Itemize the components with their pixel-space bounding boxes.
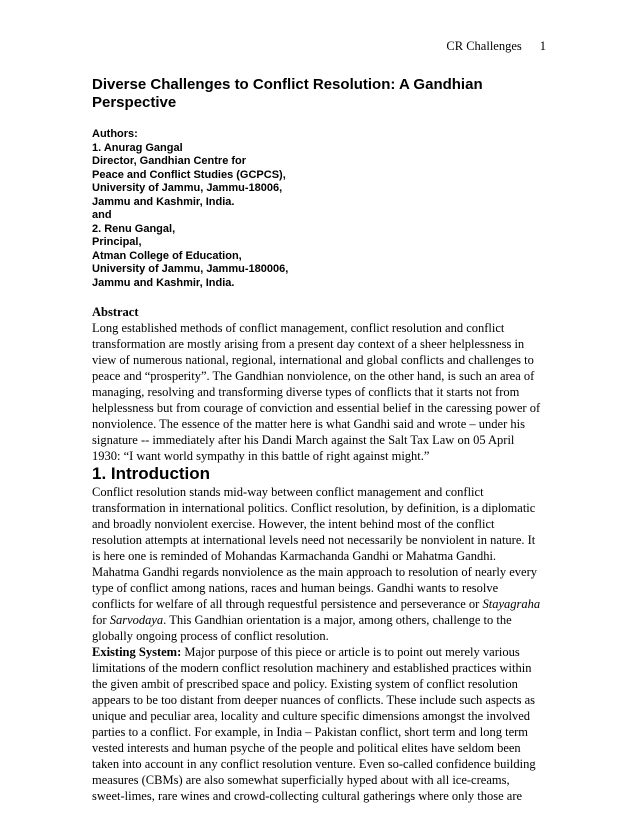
author-line: 1. Anurag Gangal — [92, 141, 183, 154]
intro-text: conflicts for welfare of all through requestful persistence and perseverance or — [92, 597, 483, 611]
intro-line: type of conflict among nations, races and human beings. Gandhi wants to resolve — [92, 581, 499, 595]
intro-line: globally ongoing process of conflict resolution. — [92, 629, 329, 643]
paper-title — [92, 76, 548, 112]
intro-text: for — [92, 613, 110, 627]
abstract-line: peace and “prosperity”. The Gandhian nonviolence, on the other hand, is such an area of — [92, 369, 535, 383]
abstract-line: view of numerous national, regional, international and global conflicts and challenges to — [92, 353, 534, 367]
author-line: Authors: — [92, 128, 138, 140]
existing-line: parties to a conflict. For example, in India – Pakistan conflict, short term and long term — [92, 725, 528, 739]
existing-system-line — [92, 644, 548, 660]
section-heading-introduction: 1. Introduction — [92, 464, 211, 483]
author-line: University of Jammu, Jammu-18006, — [92, 182, 283, 194]
existing-line: measures (CBMs) are also somewhat superficially hyped about with all ice-creams, — [92, 773, 510, 787]
abstract-paragraph — [92, 320, 548, 464]
existing-line: vested interests and human psyche of the people and political elites have seldom been — [92, 741, 521, 755]
intro-line: and broadly nonviolent exercise. However, the intent behind most of the conflict — [92, 517, 495, 531]
running-head — [446, 38, 546, 54]
abstract-heading: Abstract — [92, 305, 139, 319]
author-line: Peace and Conflict Studies (GCPCS), — [92, 168, 286, 181]
author-line: 2. Renu Gangal, — [92, 222, 176, 235]
abstract-line: helplessness but from courage of conviction and essential belief in the caressing power of — [92, 401, 541, 415]
intro-line: transformation in international politics. Conflict resolution, by definition, is a diplomatic — [92, 501, 536, 515]
intro-line: resolution attempts at international levels need not necessarily be nonviolent in nature. It — [92, 533, 536, 547]
intro-line — [92, 612, 548, 628]
running-head-title: CR Challenges — [446, 39, 522, 53]
existing-line: unique and peculiar area, locality and culture specific dimensions amongst the involved — [92, 709, 531, 723]
author-line: Director, Gandhian Centre for — [92, 155, 247, 167]
abstract-line: signature -- immediately after his Dandi March against the Salt Tax Law on 05 April — [92, 433, 515, 447]
author-block — [92, 128, 548, 290]
existing-line: the given ambit of prescribed space and policy. Existing system of conflict resolution — [92, 677, 518, 691]
introduction-paragraph — [92, 484, 548, 804]
author-line: Principal, — [92, 236, 142, 248]
abstract-line: managing, resolving and transforming diverse types of conflicts that it starts not from — [92, 385, 520, 399]
intro-line: is here one is reminded of Mohandas Karmachanda Gandhi or Mahatma Gandhi. — [92, 549, 497, 563]
author-line: University of Jammu, Jammu-180006, — [92, 263, 289, 275]
abstract-line: 1930: “I want world sympathy in this battle of right against might.” — [92, 449, 430, 463]
existing-system-text: Major purpose of this piece or article is to point out merely various — [181, 645, 520, 659]
existing-line: appears to be too distant from deeper nuances of conflicts. These include such aspects as — [92, 693, 536, 707]
title-line: Diverse Challenges to Conflict Resolution: A Gandhian — [92, 76, 483, 93]
author-line: and — [92, 209, 112, 221]
abstract-line: transformation are mostly arising from a present day context of a sheer helplessness in — [92, 337, 525, 351]
intro-term-sarvodaya: Sarvodaya — [109, 613, 164, 627]
page-number: 1 — [539, 39, 546, 53]
abstract-line: nonviolence. The essence of the matter here is what Gandhi said and wrote – under his — [92, 417, 525, 431]
intro-line: Mahatma Gandhi regards nonviolence as the main approach to resolution of nearly every — [92, 565, 537, 579]
intro-line — [92, 596, 548, 612]
intro-term-stayagraha: Stayagraha — [482, 597, 541, 611]
content-column — [92, 76, 548, 804]
author-line: Atman College of Education, — [92, 249, 242, 262]
existing-line: sweet-limes, rare wines and crowd-collecting cultural gatherings where only those are — [92, 789, 523, 803]
abstract-line: Long established methods of conflict management, conflict resolution and conflict — [92, 321, 505, 335]
intro-text: . This Gandhian orientation is a major, among others, challenge to the — [163, 613, 512, 627]
existing-line: taken into account in any conflict resolution venture. Even so-called confidence building — [92, 757, 536, 771]
existing-system-label: Existing System: — [92, 645, 182, 659]
author-line: Jammu and Kashmir, India. — [92, 276, 235, 289]
author-line: Jammu and Kashmir, India. — [92, 195, 235, 208]
intro-line: Conflict resolution stands mid-way between conflict management and conflict — [92, 485, 484, 499]
existing-line: limitations of the modern conflict resolution machinery and established practices within — [92, 661, 532, 675]
title-line: Perspective — [92, 94, 177, 111]
